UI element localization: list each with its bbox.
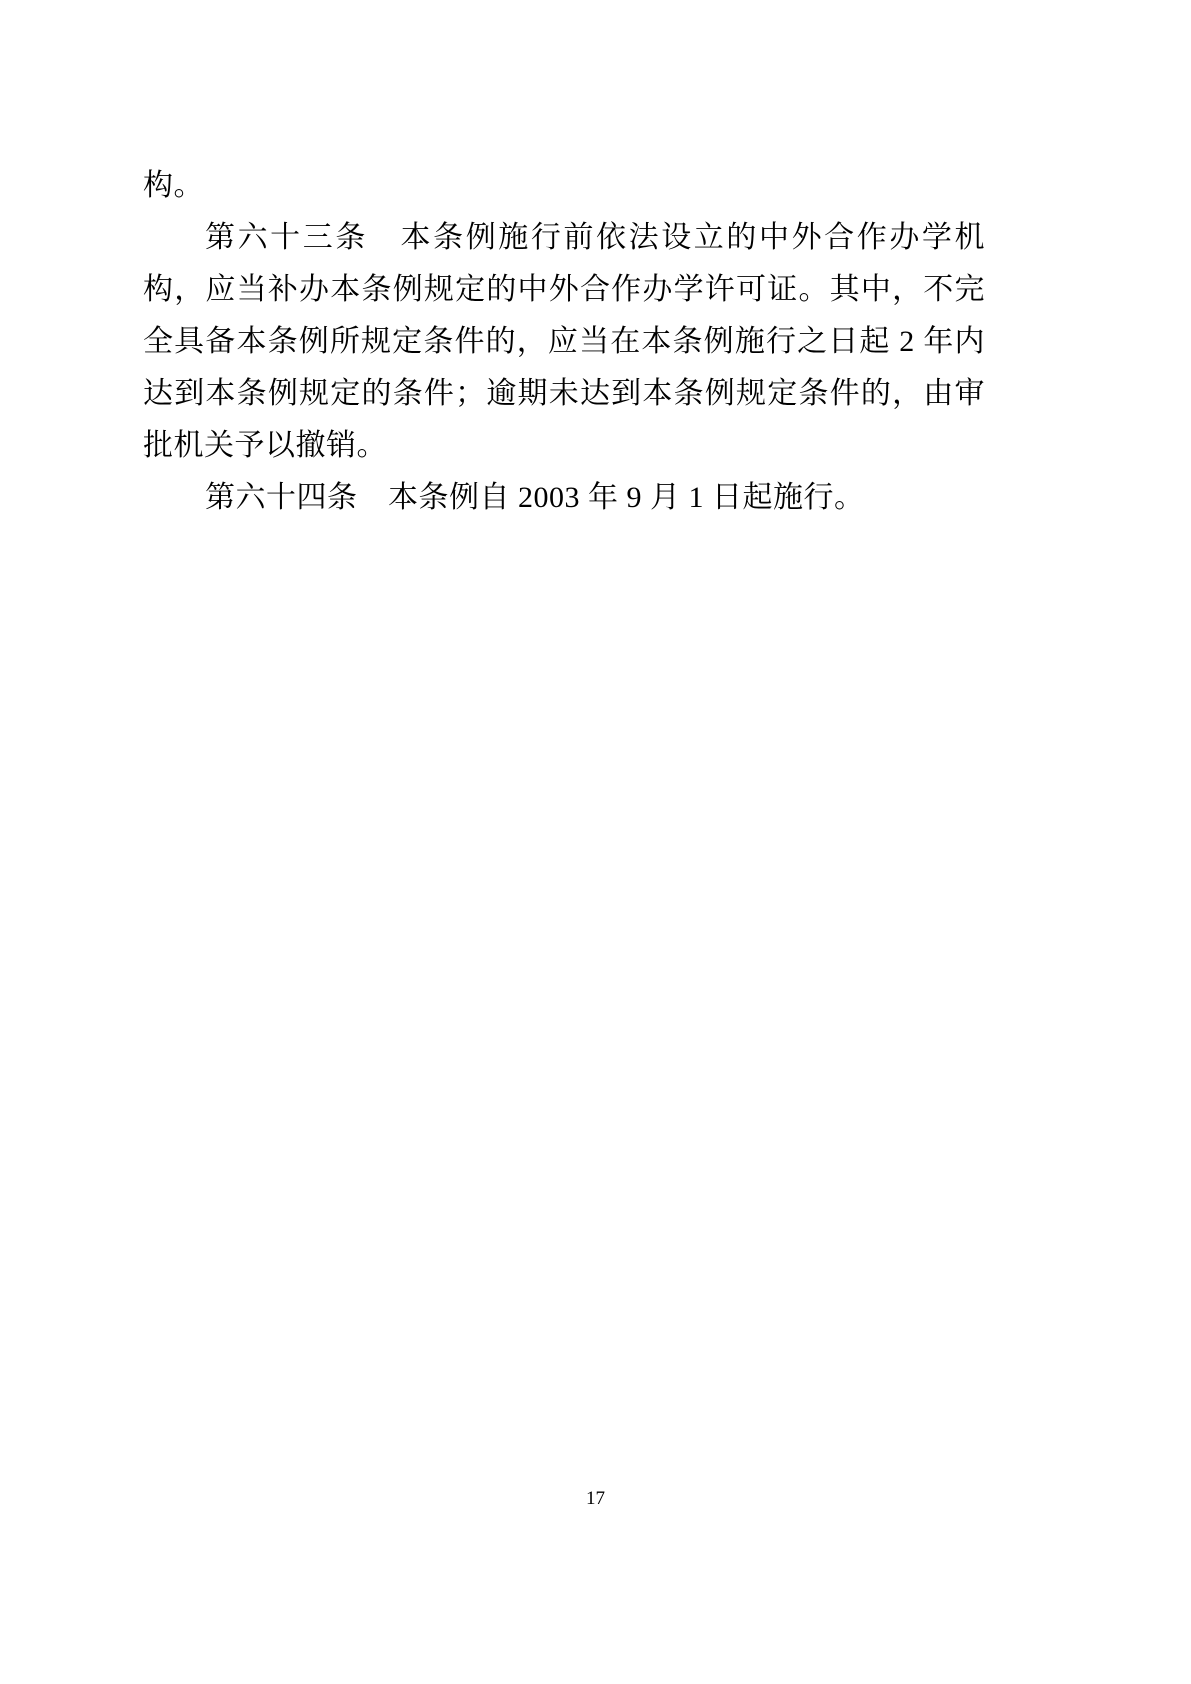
document-body	[143, 160, 985, 524]
page-number: 17	[586, 1488, 605, 1509]
paragraph-article-63: 第六十三条 本条例施行前依法设立的中外合作办学机构，应当补办本条例规定的中外合作办学许可证。其中，不完全具备本条例所规定条件的，应当在本条例施行之日起 2 年内达到本条例规定的条件；逾期未达到本条例规定条件的，由审批机关予以撤销。	[143, 221, 985, 462]
paragraph-article-64: 第六十四条 本条例自 2003 年 9 月 1 日起施行。	[205, 481, 865, 514]
paragraph-continuation: 构。	[143, 169, 204, 202]
